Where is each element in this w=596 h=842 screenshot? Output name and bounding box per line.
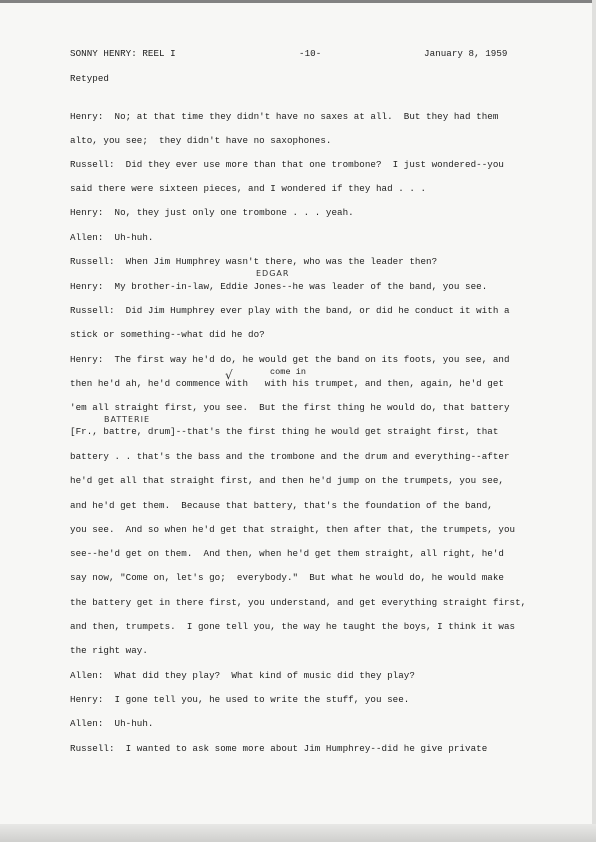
interlinear-come-in: come in <box>270 367 307 377</box>
header-title: SONNY HENRY: REEL I <box>70 48 176 59</box>
handwritten-edgar-annotation: EDGAR <box>256 269 290 278</box>
header-date: January 8, 1959 <box>424 48 508 59</box>
transcript-line: then he'd ah, he'd commence with with his trumpet, and then, again, he'd get <box>70 378 504 389</box>
transcript-line: the battery get in there first, you understand, and get everything straight first, <box>70 597 527 608</box>
transcript-line: Russell: When Jim Humphrey wasn't there, who was the leader then? <box>70 256 438 267</box>
retyped-note: Retyped <box>70 73 109 84</box>
transcript-line: Henry: No, they just only one trombone . . . yeah. <box>70 207 354 218</box>
scan-edge-right <box>592 0 596 842</box>
transcript-line: Russell: Did they ever use more than that one trombone? I just wondered--you <box>70 159 504 170</box>
page-number: -10- <box>299 48 322 59</box>
insertion-caret-mark: √ <box>225 368 233 382</box>
transcript-line: and he'd get them. Because that battery, that's the foundation of the band, <box>70 500 493 511</box>
transcript-line: Allen: Uh-huh. <box>70 718 154 729</box>
transcript-line: see--he'd get on them. And then, when he'd get them straight, all right, he'd <box>70 548 504 559</box>
transcript-line: Russell: I wanted to ask some more about Jim Humphrey--did he give private <box>70 743 488 754</box>
transcript-line: 'em all straight first, you see. But the first thing he would do, that battery <box>70 402 510 413</box>
transcript-line: Henry: I gone tell you, he used to write the stuff, you see. <box>70 694 410 705</box>
scan-edge-bottom <box>0 824 596 842</box>
transcript-line: you see. And so when he'd get that straight, then after that, the trumpets, you <box>70 524 516 535</box>
transcript-line: and then, trumpets. I gone tell you, the way he taught the boys, I think it was <box>70 621 516 632</box>
transcript-line: Henry: My brother-in-law, Eddie Jones--he was leader of the band, you see. <box>70 281 488 292</box>
handwritten-batterie-annotation: BATTERIE <box>104 415 150 424</box>
transcript-line: said there were sixteen pieces, and I wondered if they had . . . <box>70 183 427 194</box>
transcript-line: stick or something--what did he do? <box>70 329 265 340</box>
transcript-line: Allen: Uh-huh. <box>70 232 154 243</box>
transcript-line: alto, you see; they didn't have no saxophones. <box>70 135 332 146</box>
scan-edge-top <box>0 0 596 3</box>
transcript-line: Henry: No; at that time they didn't have no saxes at all. But they had them <box>70 111 499 122</box>
transcript-line: battery . . that's the bass and the trombone and the drum and everything--after <box>70 451 510 462</box>
transcript-line: say now, "Come on, let's go; everybody." But what he would do, he would make <box>70 572 504 583</box>
transcript-line: Allen: What did they play? What kind of music did they play? <box>70 670 415 681</box>
transcript-line: he'd get all that straight first, and then he'd jump on the trumpets, you see, <box>70 475 504 486</box>
transcript-line: Russell: Did Jim Humphrey ever play with the band, or did he conduct it with a <box>70 305 510 316</box>
transcript-line: [Fr., battre, drum]--that's the first thing he would get straight first, that <box>70 426 499 437</box>
transcript-line: Henry: The first way he'd do, he would get the band on its foots, you see, and <box>70 354 510 365</box>
transcript-line: the right way. <box>70 645 148 656</box>
